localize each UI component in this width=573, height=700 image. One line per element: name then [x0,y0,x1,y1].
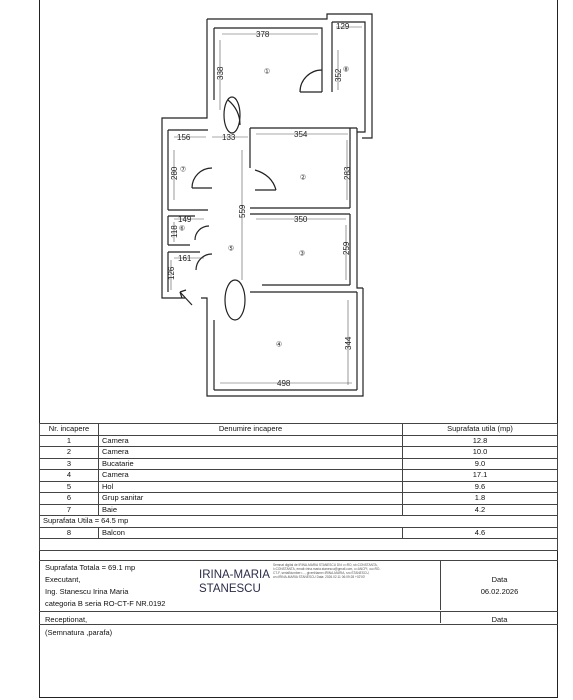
dim-label: 149 [178,215,192,224]
row-nr: 1 [40,435,99,447]
dim-label: 338 [216,66,225,80]
table-row [40,481,558,493]
table-row [40,470,558,482]
row-nr: 3 [40,458,99,470]
room-label: ③ [298,250,306,258]
dim-label: 126 [167,266,176,280]
executant-label: Executant, [45,575,81,584]
suprafata-utila: Suprafata Utila = 64.5 mp [40,516,558,528]
row-nr: 2 [40,447,99,459]
receptionat-label: Receptionat, [45,615,88,624]
dim-label: 354 [294,130,308,139]
signature-line1: IRINA-MARIA [199,569,270,581]
suprafata-totala: Suprafata Totala = 69.1 mp [45,563,136,572]
row-name: Bucatarie [99,458,403,470]
table-row [40,493,558,505]
row-nr: 7 [40,504,99,516]
row-area: 9.6 [403,481,558,493]
row-name: Baie [99,504,403,516]
row-nr: 6 [40,493,99,505]
wall-top [207,14,372,138]
dim-label: 378 [256,30,270,39]
dim-label: 498 [277,379,291,388]
room-label: ⑧ [342,66,350,74]
rooms-table [39,423,558,551]
dim-label: 133 [222,133,236,142]
signature-name [199,568,270,596]
dim-label: 350 [294,215,308,224]
room-label: ④ [275,341,283,349]
header-name: Denumire incapere [99,424,403,436]
suprafata-utila-row [40,516,558,528]
dim-label: 280 [170,166,179,180]
dim-label: 352 [334,68,343,82]
dim-label: 344 [344,336,353,350]
room-label: ② [299,174,307,182]
semnatura-label: (Semnatura ,parafa) [45,628,113,637]
executant-category: categoria B seria RO-CT-F NR.0192 [45,599,166,608]
row-name: Balcon [99,527,403,539]
header-nr: Nr. incapere [40,424,99,436]
row-name: Hol [99,481,403,493]
data-label: Data [491,575,508,584]
row-area: 17.1 [403,470,558,482]
room-label: ⑦ [179,166,187,174]
row-area: 4.6 [403,527,558,539]
row-area: 9.0 [403,458,558,470]
dim-label: 559 [238,204,247,218]
table-row-balcon [40,527,558,539]
row-name: Camera [99,447,403,459]
dim-label: 283 [343,166,352,180]
dim-label: 129 [336,22,350,31]
table-row [40,435,558,447]
dim-label: 161 [178,254,192,263]
dim-label: 118 [170,225,179,238]
table-row [40,458,558,470]
executant-name: Ing. Stanescu Irina Maria [45,587,129,596]
door-arc [300,70,322,92]
row-name: Camera [99,435,403,447]
signature-line2: STANESCU [199,583,261,595]
data-value: 06.02.2026 [480,587,519,596]
row-name: Grup sanitar [99,493,403,505]
room-label: ⑤ [227,245,235,253]
row-nr: 4 [40,470,99,482]
row-name: Camera [99,470,403,482]
room-label: ⑥ [178,225,186,233]
digital-signature-text: Semnat digital de IRINA-MARIA STANESCU DN: c=RO, st=CONSTANTA, l=CONSTANTA, email=irina.maria.stanescu@gmail.com, o=ANCPI, ou=RO-CT-F, serialNumber=..., givenName=IRINA-MARIA, sn=STANESCU, cn=IRINA-MARIA STANESCU Data: 2026.02.11 06:09:28 +02'00' [273,563,381,579]
row-nr: 8 [40,527,99,539]
row-area: 1.8 [403,493,558,505]
data-label-2: Data [491,615,508,624]
room-label: ① [263,68,271,76]
wall-right [357,128,363,288]
row-nr: 5 [40,481,99,493]
row-area: 4.2 [403,504,558,516]
dim-label: 259 [342,241,351,255]
table-header-row [40,424,558,436]
dim-label: 156 [177,133,191,142]
row-area: 12.8 [403,435,558,447]
table-row [40,504,558,516]
table-row [40,447,558,459]
row-area: 10.0 [403,447,558,459]
blank-row [40,539,558,551]
header-area: Suprafata utila (mp) [403,424,558,436]
